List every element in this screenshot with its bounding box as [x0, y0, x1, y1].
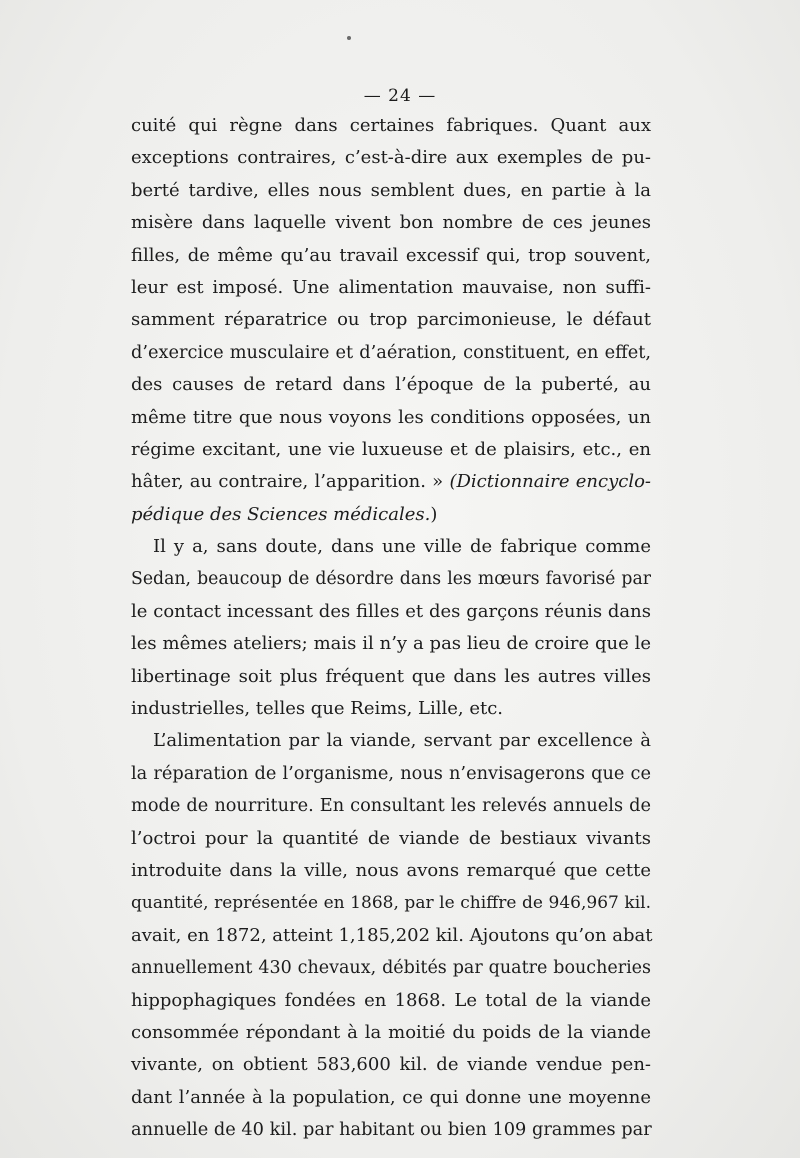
text-fragment: hâter, au contraire, l’apparition. » [131, 471, 450, 493]
paragraph-start-line: L’alimentation par la viande, servant par excellence à [153, 730, 651, 752]
text-line: consommée répondant à la moitié du poids de la viande [131, 1021, 651, 1043]
text-line: berté tardive, elles nous semblent dues, en partie à la [131, 179, 651, 201]
citation-italic: (Dictionnaire encyclo- [449, 471, 652, 493]
text-line: avait, en 1872, atteint 1,185,202 kil. Ajoutons qu’on abat [131, 924, 653, 946]
text-line: Sedan, beaucoup de désordre dans les mœurs favorisé par [131, 569, 651, 590]
text-line: dant l’année à la population, ce qui donne une moyenne [131, 1086, 651, 1108]
page-number: — 24 — [363, 86, 437, 106]
text-line: les mêmes ateliers; mais il n’y a pas lieu de croire que le [131, 633, 651, 655]
text-line: quantité, représentée en 1868, par le chiffre de 946,967 kil. [131, 893, 651, 914]
text-line: exceptions contraires, c’est-à-dire aux exemples de pu- [131, 147, 651, 169]
text-line: annuelle de 40 kil. par habitant ou bien 109 grammes par [131, 1120, 652, 1141]
text-line: samment réparatrice ou trop parcimonieuse, le défaut [131, 309, 651, 331]
text-line: cuité qui règne dans certaines fabriques. Quant aux [131, 115, 651, 136]
text-line: mode de nourriture. En consultant les relevés annuels de [131, 796, 651, 817]
text-line: même titre que nous voyons les conditions opposées, un [131, 406, 651, 428]
body-text [131, 110, 651, 1147]
text-line: introduite dans la ville, nous avons remarqué que cette [131, 859, 651, 881]
text-line-citation-end [131, 499, 651, 531]
text-line: leur est imposé. Une alimentation mauvaise, non suffi- [131, 276, 651, 298]
ink-speck [347, 36, 351, 40]
text-line: libertinage soit plus fréquent que dans les autres villes [131, 665, 651, 687]
citation-italic: pédique des Sciences médicales. [131, 503, 431, 525]
text-line: filles, de même qu’au travail excessif qui, trop souvent, [131, 244, 651, 266]
paragraph-start-line: Il y a, sans doute, dans une ville de fabrique comme [153, 536, 651, 558]
text-line: des causes de retard dans l’époque de la puberté, au [131, 374, 651, 396]
text-line: annuellement 430 chevaux, débités par quatre boucheries [131, 958, 651, 979]
text-line: misère dans laquelle vivent bon nombre de ces jeunes [131, 212, 651, 234]
text-line: vivante, on obtient 583,600 kil. de viande vendue pen- [131, 1054, 651, 1076]
text-line: le contact incessant des filles et des garçons réunis dans [131, 600, 651, 622]
text-line: la réparation de l’organisme, nous n’envisagerons que ce [131, 763, 651, 784]
text-line: hippophagiques fondées en 1868. Le total de la viande [131, 989, 651, 1011]
text-line: l’octroi pour la quantité de viande de bestiaux vivants [131, 827, 651, 849]
text-line-with-citation [131, 466, 651, 498]
paragraph-end-line: industrielles, telles que Reims, Lille, etc. [131, 698, 504, 720]
text-fragment: ) [430, 503, 438, 525]
text-line: d’exercice musculaire et d’aération, constituent, en effet, [131, 342, 651, 363]
text-line: régime excitant, une vie luxueuse et de plaisirs, etc., en [131, 438, 651, 460]
